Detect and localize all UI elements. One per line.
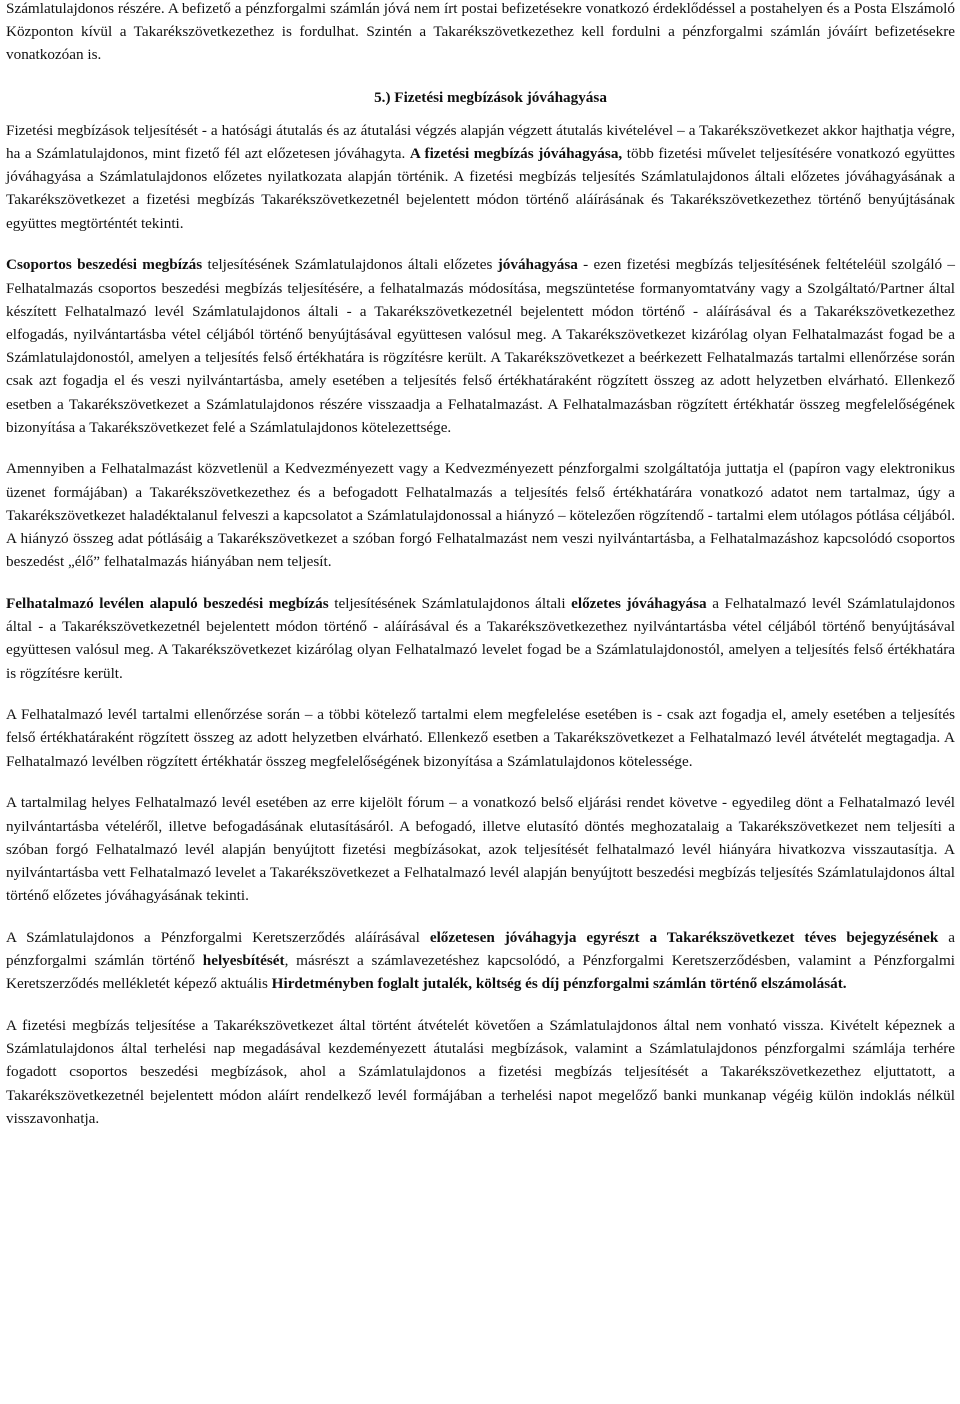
- text-run: Számlatulajdonos részére. A befizető a pénzforgalmi számlán jóvá nem írt postai befizetésekre vonatkozó érdeklődéssel a postahelyen és a Posta Elszámoló Központon kívül a Takarékszövetkezethez is fordulhat. Szintén a Takarékszövetkezethez kell fordulni a pénzforgalmi számlán jóváírt befizetésekre vonatkozóan is.: [6, 0, 955, 64]
- text-run: több fizetési művelet teljesítésére vonatkozó együttes jóváhagyása a Számlatulajdonos előzetes nyilatkozata alapján történik. A fizetési megbízás teljesítés Számlatulajdonos általi előzetes jóváhagyásának a Takarékszövetkezet a fizetési megbízás Takarékszövetkezetnél bejelentett módon történő aláírásának és Takarékszövetkezethez történő benyújtásának együttes megtörténtét tekinti.: [6, 145, 955, 232]
- bold-text: Felhatalmazó levélen alapuló beszedési megbízás: [6, 594, 329, 612]
- beneficiary-paragraph: [6, 457, 955, 573]
- group-collection-paragraph: [6, 253, 955, 439]
- intro-section: [6, 0, 955, 67]
- bold-text: A fizetési megbízás jóváhagyása,: [409, 145, 623, 163]
- bold-text: Csoportos beszedési megbízás: [6, 256, 203, 274]
- text-run: A Számlatulajdonos a Pénzforgalmi Keretszerződés aláírásával: [6, 928, 430, 946]
- text-run: A Felhatalmazó levél tartalmi ellenőrzése során – a többi kötelező tartalmi elem megfelelése esetében is - csak azt fogadja el, amely esetében a teljesítés felső értékhatáraként rögzített összeg az adott helyzetben elvárható. Ellenkező esetben a Takarékszövetkezet a Felhatalmazó levél átvételét megtagadja. A Felhatalmazó levélben rögzített értékhatár összeg megfelelőségének bizonyítása a Számlatulajdonos kötelessége.: [6, 706, 955, 770]
- text-run: A tartalmilag helyes Felhatalmazó levél esetében az erre kijelölt fórum – a vonatkozó belső eljárási rendet követve - egyedileg dönt a Felhatalmazó levél nyilvántartásba vételéről, illetve befogadásának elutasításáról. A befogadó, illetve elutasító döntés meghozatalaig a Takarékszövetkezet nem teljesíti a szóban forgó Felhatalmazó levél alapján benyújtott fizetési megbízásokat, azok teljesítését felhatalmazó levél hiányára hivatkozva visszautasítja. A nyilvántartásba vett Felhatalmazó levelet a Takarékszövetkezet a Felhatalmazó levél alapján benyújtott beszedési megbízás teljesítés Számlatulajdonos által történő előzetes jóváhagyásának tekinti.: [6, 794, 955, 905]
- section-heading: 5.) Fizetési megbízások jóváhagyása: [374, 88, 607, 106]
- bold-text: Hirdetményben foglalt jutalék, költség és díj pénzforgalmi számlán történő elszámolását.: [271, 975, 847, 993]
- text-run: - ezen fizetési megbízás teljesítésének feltételéül szolgáló – Felhatalmazás csoportos beszedési megbízás teljesítésére, a felhatalmazás módosítása, megszüntetése formanyomtatvány vagy a Szolgáltató/Partner által készített Felhatalmazó levél Számlatulajdonos általi - a Takarékszövetkezetnél bejelentett módon történő - aláírásával és a Takarékszövetkezethez elfogadás, nyilvántartásba vétel céljából történő benyújtásával együttesen valósul meg. A Takarékszövetkezet kizárólag olyan Felhatalmazást fogad be a Számlatulajdonostól, amelyen a teljesítés felső értékhatára is rögzítésre került. A Takarékszövetkezet a beérkezett Felhatalmazás tartalmi ellenőrzése során csak azt fogadja el és veszi nyilvántartásba, amely esetében a teljesítés felső értékhatáraként rögzített összeg az adott helyzetben elvárható. Ellenkező esetben a Takarékszövetkezet a Számlatulajdonos részére visszaadja a Felhatalmazást. A Felhatalmazásban rögzített értékhatár összeg megfelelőségének bizonyítása a Takarékszövetkezet felé a Számlatulajdonos kötelezettsége.: [6, 256, 956, 436]
- text-run: Amennyiben a Felhatalmazást közvetlenül a Kedvezményezett vagy a Kedvezményezett pénzforgalmi szolgáltatója juttatja el (papíron vagy elektronikus üzenet formájában) a Takarékszövetkezethez és a befogadott Felhatalmazás a teljesítés felső értékhatárára vonatkozó adatot nem tartalmaz, úgy a Takarékszövetkezet haladéktalanul felveszi a kapcsolatot a Számlatulajdonossal a hiányzó – kötelezően rögzítendő - tartalmi elem utólagos pótlása céljából. A hiányzó összeg adat pótlásáig a Takarékszövetkezet a szóban forgó Felhatalmazást nem veszi nyilvántartásba, a Felhatalmazáshoz kapcsolódó csoportos beszedést „élő” felhatalmazás hiányában nem teljesít.: [6, 460, 955, 571]
- text-run: , másrészt a számlavezetéshez kapcsolódó, a Pénzforgalmi Keretszerződésben, valamint a Pénzforgalmi Keretszerződés mellékletét képező aktuális: [6, 952, 955, 993]
- section-body: [6, 119, 955, 1130]
- text-run: teljesítésének Számlatulajdonos általi előzetes: [202, 256, 498, 274]
- intro-paragraph: [6, 0, 955, 67]
- approval-paragraph: [6, 119, 955, 235]
- bold-text: helyesbítését: [202, 952, 285, 970]
- authorizing-letter-paragraph: [6, 592, 955, 685]
- forum-decision-paragraph: [6, 791, 955, 907]
- framework-contract-paragraph: [6, 926, 955, 996]
- text-run: a pénzforgalmi számlán történő: [6, 928, 956, 970]
- bold-text: előzetesen jóváhagyja egyrészt a Takarékszövetkezet téves bejegyzésének: [429, 928, 939, 946]
- text-run: teljesítésének Számlatulajdonos általi: [328, 594, 572, 612]
- revocation-paragraph: [6, 1014, 955, 1130]
- text-run: A fizetési megbízás teljesítése a Takarékszövetkezet által történt átvételét követően a Számlatulajdonos által nem vonható vissza. Kivételt képeznek a Számlatulajdonos által terhelési nap megadásával kezdeményezett átutalási megbízások, valamint a Számlatulajdonos pénzforgalmi számlája terhére fogadott csoportos beszedési megbízások, ahol a Számlatulajdonos a fizetési megbízás teljesítését a Takarékszövetkezethez eljuttatott, a Takarékszövetkezetnél bejelentett módon aláírt rendelkező levél formájában a terhelési napot megelőző banki munkanap végéig külön indoklás nélkül visszavonhatja.: [6, 1017, 955, 1127]
- bold-text: jóváhagyása: [497, 256, 578, 274]
- letter-check-paragraph: [6, 703, 955, 773]
- text-run: a Felhatalmazó levél Számlatulajdonos által - a Takarékszövetkezetnél bejelentett módon történő - aláírásával és a Takarékszövetkezethez nyilvántartásba vétel céljából történő benyújtásával együttesen valósul meg. A Takarékszövetkezet kizárólag olyan Felhatalmazó levelet fogad be a Számlatulajdonostól, amelyen a teljesítés felső értékhatára is rögzítésre került.: [6, 594, 955, 682]
- bold-text: előzetes jóváhagyása: [571, 594, 707, 612]
- text-run: Fizetési megbízások teljesítését - a hatósági átutalás és az átutalási végzés alapján végzett átutalás kivételével – a Takarékszövetkezet akkor hajthatja végre, ha a Számlatulajdonos, mint fizető fél azt előzetesen jóváhagyta.: [6, 121, 955, 163]
